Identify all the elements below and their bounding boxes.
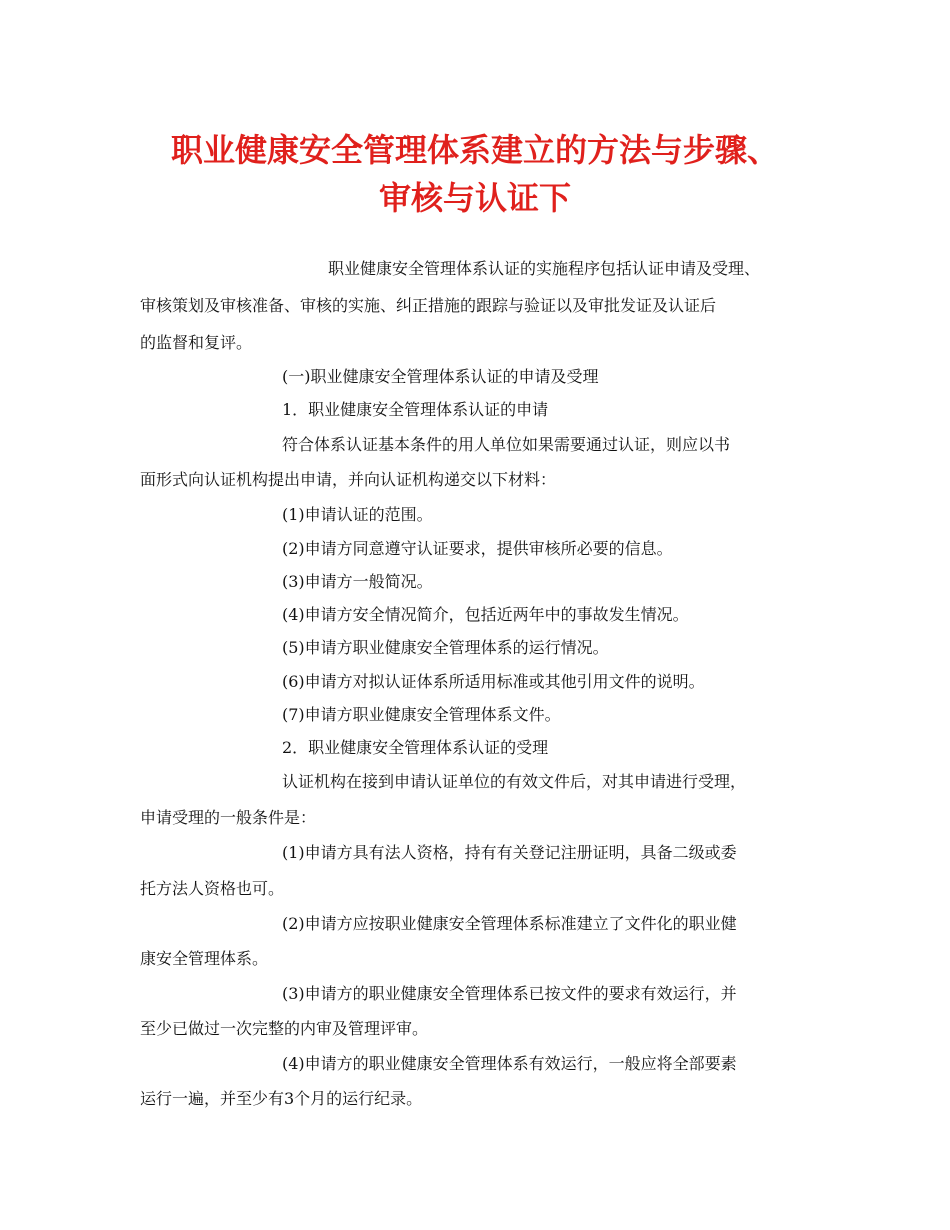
- subsection-2-para-line-1: 认证机构在接到申请认证单位的有效文件后，对其申请进行受理，: [282, 772, 747, 791]
- intro-line-1: 职业健康安全管理体系认证的实施程序包括认证申请及受理、: [328, 259, 761, 278]
- subsection-2-heading: 2．职业健康安全管理体系认证的受理: [282, 738, 549, 757]
- intro-line-2: 审核策划及审核准备、审核的实施、纠正措施的跟踪与验证以及审批发证及认证后: [140, 296, 717, 315]
- material-item: (3)申请方一般简况。: [282, 572, 433, 591]
- intro-line-3: 的监督和复评。: [140, 333, 253, 352]
- section-heading: (一)职业健康安全管理体系认证的申请及受理: [282, 367, 599, 386]
- condition-item-line-1: (3)申请方的职业健康安全管理体系已按文件的要求有效运行，并: [282, 984, 737, 1003]
- condition-item-line-1: (2)申请方应按职业健康安全管理体系标准建立了文件化的职业健: [282, 914, 737, 933]
- condition-item-line-2: 康安全管理体系。: [140, 949, 269, 968]
- subsection-1-para-line-2: 面形式向认证机构提出申请，并向认证机构递交以下材料：: [140, 470, 557, 489]
- document-title-line-1: 职业健康安全管理体系建立的方法与步骤、: [170, 131, 779, 169]
- subsection-2-para-line-2: 申请受理的一般条件是：: [140, 808, 317, 827]
- subsection-1-para-line-1: 符合体系认证基本条件的用人单位如果需要通过认证，则应以书: [282, 435, 731, 454]
- condition-item-line-2: 至少已做过一次完整的内审及管理评审。: [140, 1019, 429, 1038]
- material-item: (7)申请方职业健康安全管理体系文件。: [282, 705, 561, 724]
- material-item: (4)申请方安全情况简介，包括近两年中的事故发生情况。: [282, 605, 689, 624]
- material-item: (6)申请方对拟认证体系所适用标准或其他引用文件的说明。: [282, 672, 705, 691]
- subsection-1-heading: 1．职业健康安全管理体系认证的申请: [282, 400, 549, 419]
- document-title-line-2: 审核与认证下: [378, 179, 571, 217]
- material-item: (1)申请认证的范围。: [282, 505, 433, 524]
- condition-item-line-1: (4)申请方的职业健康安全管理体系有效运行，一般应将全部要素: [282, 1054, 737, 1073]
- condition-item-line-2: 运行一遍，并至少有3个月的运行纪录。: [140, 1089, 423, 1108]
- condition-item-line-2: 托方法人资格也可。: [140, 879, 285, 898]
- material-item: (2)申请方同意遵守认证要求，提供审核所必要的信息。: [282, 539, 673, 558]
- condition-item-line-1: (1)申请方具有法人资格，持有有关登记注册证明，具备二级或委: [282, 843, 737, 862]
- material-item: (5)申请方职业健康安全管理体系的运行情况。: [282, 638, 609, 657]
